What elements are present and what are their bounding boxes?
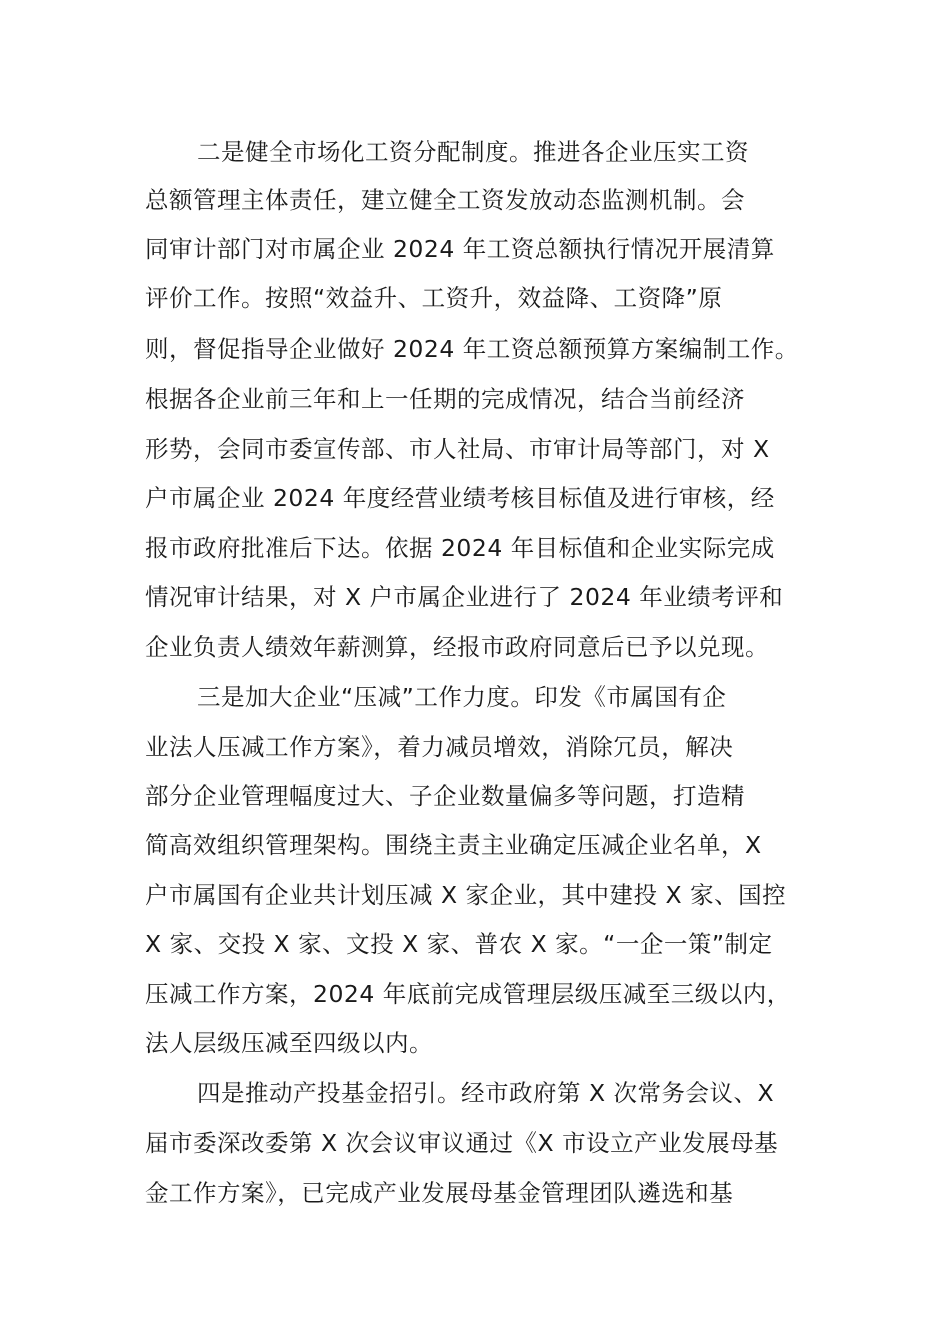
paragraph-1-line-11: 企业负责人绩效年薪测算，经报市政府同意后已予以兑现。	[145, 633, 769, 661]
paragraph-1-line-4: 评价工作。按照“效益升、工资升，效益降、工资降”原	[145, 284, 723, 312]
paragraph-3-line-3: 金工作方案》，已完成产业发展母基金管理团队遴选和基	[145, 1179, 734, 1207]
paragraph-2-line-8: 法人层级压减至四级以内。	[145, 1029, 433, 1057]
paragraph-2-line-4: 简高效组织管理架构。围绕主责主业确定压减企业名单，X	[145, 831, 762, 859]
paragraph-2-line-6: X 家、交投 X 家、文投 X 家、普农 X 家。“一企一策”制定	[145, 930, 773, 958]
paragraph-3-line-1: 四是推动产投基金招引。经市政府第 X 次常务会议、X	[197, 1079, 775, 1107]
paragraph-1-line-7: 形势，会同市委宣传部、市人社局、市审计局等部门，对 X	[145, 435, 770, 463]
paragraph-3-line-2: 届市委深改委第 X 次会议审议通过《X 市设立产业发展母基	[145, 1129, 779, 1157]
paragraph-1-line-6: 根据各企业前三年和上一任期的完成情况，结合当前经济	[145, 385, 745, 413]
paragraph-1-line-9: 报市政府批准后下达。依据 2024 年目标值和企业实际完成	[145, 534, 775, 562]
paragraph-1-line-5: 则，督促指导企业做好 2024 年工资总额预算方案编制工作。	[145, 335, 799, 363]
paragraph-1-line-3: 同审计部门对市属企业 2024 年工资总额执行情况开展清算	[145, 235, 775, 263]
paragraph-1-line-8: 户市属企业 2024 年度经营业绩考核目标值及进行审核，经	[145, 484, 775, 512]
paragraph-1-line-2: 总额管理主体责任，建立健全工资发放动态监测机制。会	[145, 186, 745, 214]
paragraph-2-line-5: 户市属国有企业共计划压减 X 家企业，其中建投 X 家、国控	[145, 881, 787, 909]
paragraph-2-line-3: 部分企业管理幅度过大、子企业数量偏多等问题，打造精	[145, 782, 745, 810]
paragraph-1-line-1: 二是健全市场化工资分配制度。推进各企业压实工资	[197, 138, 749, 166]
paragraph-1-line-10: 情况审计结果，对 X 户市属企业进行了 2024 年业绩考评和	[145, 583, 784, 611]
paragraph-2-line-2: 业法人压减工作方案》，着力减员增效，消除冗员，解决	[145, 733, 734, 761]
paragraph-2-line-1: 三是加大企业“压减”工作力度。印发《市属国有企	[197, 683, 727, 711]
paragraph-2-line-7: 压减工作方案，2024 年底前完成管理层级压减至三级以内，	[145, 980, 791, 1008]
